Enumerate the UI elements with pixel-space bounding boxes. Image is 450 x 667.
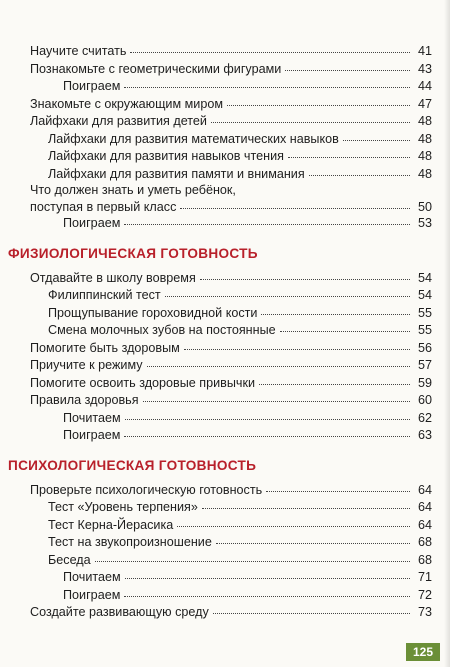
leader-dots: [125, 566, 410, 579]
leader-dots: [124, 584, 410, 597]
toc-entry: [30, 165, 432, 183]
toc-entry-title: Знакомьте с окружающим миром: [30, 96, 223, 111]
toc-entry-title: Помогите освоить здоровые привычки: [30, 375, 256, 390]
leader-dots: [200, 267, 410, 280]
leader-dots: [261, 302, 410, 315]
toc-entry-page: 48: [417, 131, 432, 146]
toc-entry-page: 59: [417, 375, 432, 390]
leader-dots: [202, 496, 410, 509]
leader-dots: [124, 75, 410, 88]
toc-entry-page: 63: [417, 428, 432, 442]
leader-dots: [266, 479, 410, 492]
toc-entry-title: Лайфхаки для развития детей: [30, 114, 207, 128]
toc-entry-title: Смена молочных зубов на постоянные: [48, 323, 276, 337]
section-heading-psychological: ПСИХОЛОГИЧЕСКАЯ ГОТОВНОСТЬ: [8, 457, 257, 473]
page-number-badge: 125: [406, 643, 440, 661]
leader-dots: [125, 407, 410, 420]
toc-entry-title: Филиппинский тест: [48, 288, 161, 302]
toc-entry: [30, 603, 432, 621]
toc-entry-title: Приучите к режиму: [30, 358, 143, 372]
toc-entry-title: Тест на звукопроизношение: [48, 535, 212, 549]
toc-entry-title: Лайфхаки для развития навыков чтения: [48, 149, 284, 163]
toc-entry-page: 55: [417, 305, 432, 320]
toc-entry-page: 68: [417, 535, 432, 549]
toc-entry-page: 73: [417, 605, 432, 619]
toc-entry-title-line1: Что должен знать и уметь ребёнок,: [30, 183, 236, 197]
toc-entry-title: Тест Керна-Йерасика: [48, 517, 174, 532]
leader-dots: [165, 284, 410, 297]
toc-entry: [30, 426, 432, 444]
toc-entry-title: Тест «Уровень терпения»: [48, 500, 198, 514]
leader-dots: [213, 601, 410, 614]
toc-entry-title: Поиграем: [63, 428, 121, 442]
toc-entry-page: 54: [417, 288, 432, 302]
toc-entry-page: 50: [417, 200, 432, 214]
toc-entry-page: 48: [417, 149, 432, 163]
toc-entry-page: 48: [417, 114, 432, 128]
leader-dots: [211, 110, 410, 123]
toc-entry-page: 64: [417, 500, 432, 514]
page-footer: [0, 641, 450, 667]
toc-entry-page: 64: [417, 517, 432, 532]
leader-dots: [130, 40, 410, 53]
toc-entry-page: 55: [417, 323, 432, 337]
toc-entry-title: Познакомьте с геометрическими фигурами: [30, 61, 282, 76]
toc-entry-page: 54: [417, 270, 432, 285]
leader-dots: [124, 212, 410, 225]
leader-dots: [343, 128, 410, 141]
toc-group-intellectual-tail: [30, 214, 432, 232]
toc-entry: [30, 214, 432, 232]
toc-entry-title: Лайфхаки для развития математических навыков: [48, 131, 339, 146]
toc-entry-page: 44: [417, 79, 432, 93]
section-heading-physiological: ФИЗИОЛОГИЧЕСКАЯ ГОТОВНОСТЬ: [8, 245, 258, 261]
toc-group-intellectual: [30, 42, 432, 182]
toc-entry-page: 64: [417, 482, 432, 497]
toc-entry-page: 53: [417, 216, 432, 230]
leader-dots: [216, 531, 410, 544]
leader-dots: [147, 354, 410, 367]
leader-dots: [180, 196, 410, 209]
toc-entry-title: Правила здоровья: [30, 393, 139, 407]
toc-entry-page: 43: [417, 61, 432, 76]
toc-entry-page: 60: [417, 393, 432, 407]
toc-entry-page: 57: [417, 358, 432, 372]
toc-entry-page: 71: [417, 570, 432, 584]
toc-entry-page: 62: [417, 410, 432, 425]
toc-entry-title: Почитаем: [63, 410, 121, 425]
toc-entry-title: Отдавайте в школу вовремя: [30, 270, 196, 285]
toc-entry-title: Почитаем: [63, 570, 121, 584]
toc-entry-page: 41: [417, 44, 432, 58]
leader-dots: [285, 58, 410, 71]
leader-dots: [280, 319, 410, 332]
toc-entry-page: 72: [417, 587, 432, 602]
toc-entry-page: 68: [417, 552, 432, 567]
leader-dots: [177, 514, 410, 527]
toc-entry-title: Поиграем: [63, 587, 121, 602]
leader-dots: [95, 549, 410, 562]
toc-entry-page: 48: [417, 166, 432, 181]
toc-entry-title: Помогите быть здоровым: [30, 340, 180, 355]
leader-dots: [124, 424, 410, 437]
toc-entry-title: Поиграем: [63, 79, 121, 93]
table-of-contents: [8, 42, 432, 621]
toc-entry-title: Прощупывание гороховидной кости: [48, 305, 258, 320]
leader-dots: [309, 163, 410, 176]
leader-dots: [227, 93, 410, 106]
leader-dots: [184, 337, 410, 350]
leader-dots: [259, 372, 410, 385]
toc-entry-page: 47: [417, 96, 432, 111]
toc-group-psychological: [30, 481, 432, 621]
toc-group-physiological: [30, 269, 432, 444]
toc-entry-title-line2: поступая в первый класс: [30, 200, 177, 214]
toc-entry-title: Создайте развивающую среду: [30, 605, 209, 619]
toc-entry-title: Лайфхаки для развития памяти и внимания: [48, 166, 305, 181]
leader-dots: [143, 389, 410, 402]
leader-dots: [288, 145, 410, 158]
toc-entry-title: Научите считать: [30, 44, 127, 58]
page-edge-shadow: [444, 0, 450, 667]
toc-entry-title: Беседа: [48, 552, 91, 567]
toc-entry-page: 56: [417, 340, 432, 355]
toc-entry-title: Проверьте психологическую готовность: [30, 482, 263, 497]
toc-entry-title: Поиграем: [63, 216, 121, 230]
